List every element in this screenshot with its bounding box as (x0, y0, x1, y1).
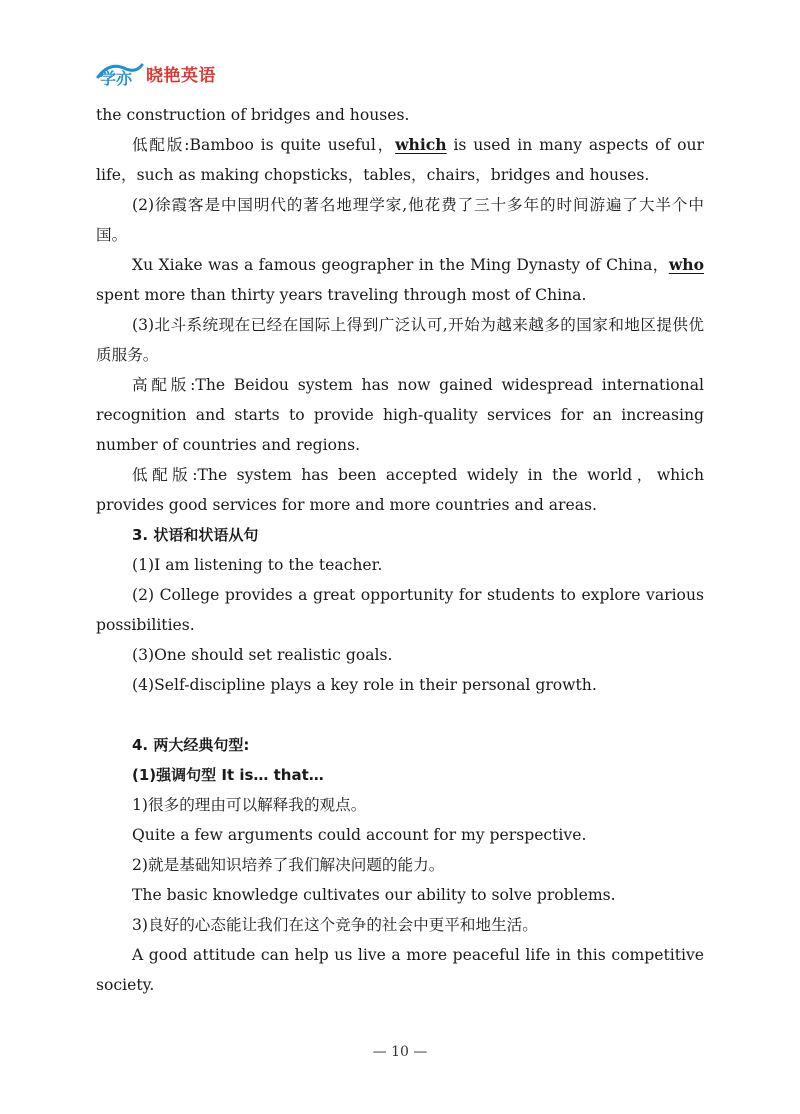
text-line: the construction of bridges and houses. (96, 106, 410, 124)
chinese-prompt: 3)良好的心态能让我们在这个竞争的社会中更平和地生活。 (132, 916, 538, 934)
translation-sentence (96, 250, 704, 310)
logo-text: 晓艳英语 (146, 65, 216, 86)
chinese-prompt: 2)就是基础知识培养了我们解决问题的能力。 (132, 856, 445, 874)
chinese-prompt: (3)北斗系统现在已经在国际上得到广泛认可,开始为越来越多的国家和地区提供优质服务。 (96, 316, 704, 364)
low-version-sentence: 低配版:The system has been accepted widely in the world，which provides good services for more and more countries and areas. (96, 466, 704, 514)
logo-mark-text: 学亦 (100, 69, 133, 87)
section-heading: 4. 两大经典句型: (132, 736, 250, 754)
low-version-sentence (96, 130, 704, 190)
brand-logo (96, 58, 216, 88)
translation-sentence: A good attitude can help us live a more peaceful life in this competitive society. (96, 946, 704, 994)
document-body (96, 100, 704, 1000)
text-fragment: is used in many aspects of our life，such as making chopsticks，tables，chairs，bridges and houses. (96, 136, 704, 184)
translation-sentence: The basic knowledge cultivates our ability to solve problems. (132, 886, 616, 904)
text-fragment: Xu Xiake was a famous geographer in the Ming Dynasty of China， (132, 256, 669, 274)
high-version-sentence: 高配版:The Beidou system has now gained widespread international recognition and starts to provide high-quality services for an increasing number of countries and regions. (96, 376, 704, 454)
chinese-prompt: 1)很多的理由可以解释我的观点。 (132, 796, 367, 814)
text-fragment: 低配版:Bamboo is quite useful， (132, 136, 396, 154)
chinese-prompt: (2)徐霞客是中国明代的著名地理学家,他花费了三十多年的时间游遍了大半个中国。 (96, 196, 704, 244)
subsection-heading: (1)强调句型 It is… that… (132, 766, 324, 784)
page-number: — 10 — (372, 1044, 428, 1060)
example-sentence: (2) College provides a great opportunity for students to explore various possibilities. (96, 586, 704, 634)
translation-sentence: Quite a few arguments could account for my perspective. (132, 826, 587, 844)
keyword-who: who (668, 255, 704, 274)
logo-mark-icon (96, 59, 144, 87)
example-sentence: (1)I am listening to the teacher. (132, 556, 383, 574)
section-heading: 3. 状语和状语从句 (132, 526, 259, 544)
example-sentence: (3)One should set realistic goals. (132, 646, 393, 664)
text-fragment: spent more than thirty years traveling through most of China. (96, 286, 587, 304)
example-sentence: (4)Self-discipline plays a key role in their personal growth. (132, 676, 597, 694)
keyword-which: which (395, 135, 447, 154)
